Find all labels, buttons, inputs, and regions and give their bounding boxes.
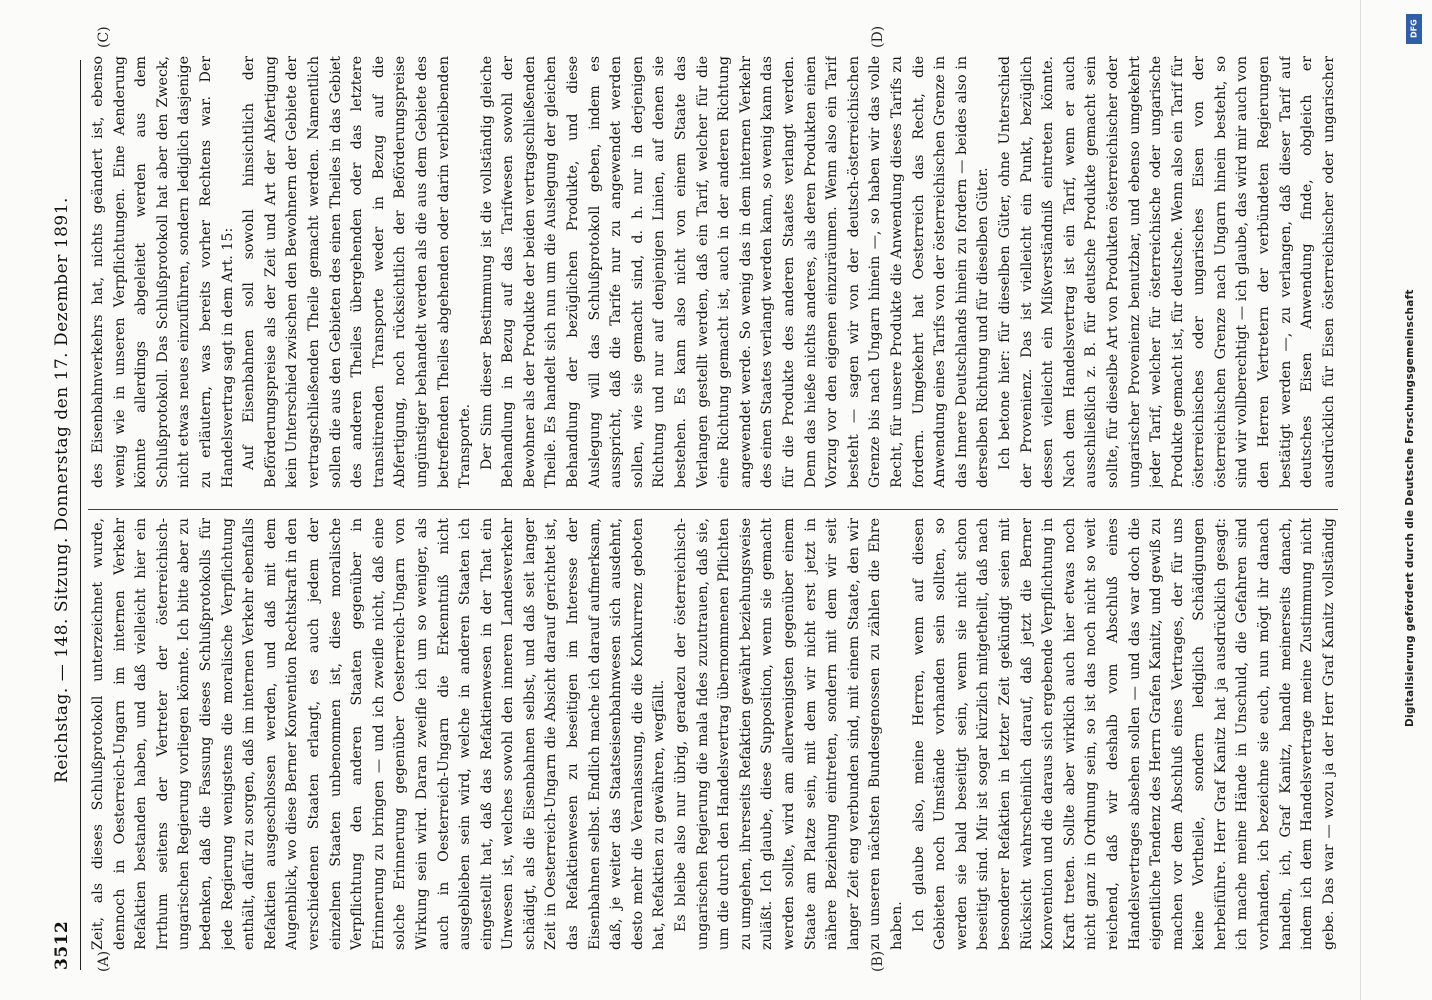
paragraph: Es bleibe also nur übrig, geradezu der österreichisch-ungarischen Regierung die mala fides zuzutrauen, daß sie, um die durch den Handelsvertrag übernommenen Pflichten zu umgehen, ihrerseits Refaktien gewährt beziehungsweise zuläßt. Ich glaube, diese Supposition, wenn sie gemacht werden sollte, wird am allerwenigsten gegenüber einem Staate am Platze sein, mit dem wir nicht erst jetzt in nähere Beziehung eintreten, sondern mit dem wir seit langer Zeit eng verbunden sind, mit einem Staate, den wir zu unseren nächsten Bundesgenossen zu zählen die Ehre haben. bbox=[673, 518, 905, 950]
margin-mark-c: (C) bbox=[96, 26, 112, 48]
page-running-title: Reichstag. — 148. Sitzung. Donnerstag den 17. Dezember 1891. bbox=[52, 197, 72, 783]
page-number: 3512 bbox=[52, 920, 72, 970]
digitization-credit bbox=[1404, 8, 1426, 988]
dfg-logo: DFG bbox=[1406, 14, 1422, 44]
header-rule bbox=[80, 60, 81, 970]
page-header bbox=[48, 40, 78, 970]
scan-edge bbox=[1360, 0, 1361, 1000]
paragraph: des Eisenbahnverkehrs hat, nichts geändert ist, ebenso wenig wie in unseren Verpflichtungen. Eine Aenderung könnte allerdings abgeleitet werden aus dem Schlußprotokoll. Das Schlußprotokoll hat aber den Zweck, nicht etwas neues einzuführen, sondern lediglich dasjenige zu erläutern, was bereits vorher Rechtens war. Der Handelsvertrag sagt in dem Art. 15: bbox=[90, 56, 236, 488]
text-column-right bbox=[88, 56, 1338, 488]
text-column-left bbox=[88, 518, 1338, 950]
margin-mark-d: (D) bbox=[870, 25, 886, 48]
margin-mark-a: (A) bbox=[96, 950, 112, 972]
paragraph: Ich glaube also, meine Herren, wenn auf diesen Gebieten noch Umstände vorhanden sein sollten, so werden sie bald beseitigt sein, wenn sie nicht schon beseitigt sind. Mir ist sogar kürzlich mitgetheilt, daß nach besonderer Refaktien in letzter Zeit gekündigt seien mit Rücksicht wahrscheinlich darauf, daß jetzt die Berner Konvention und die daraus sich ergebende Verpflichtung in Kraft treten. Sollte aber wirklich auch hier etwas noch nicht ganz in Ordnung sein, so ist das noch nicht so weit reichend, daß wir deshalb vom Abschluß eines Handelsvertrages absehen sollen — und das war doch die eigentliche Tendenz des Herrn Grafen Kanitz, und gewiß zu machen vor dem Abschluß eines Vertrages, der für uns keine Vortheile, sondern lediglich Schädigungen herbeiführe. Herr Graf Kanitz hat ja ausdrücklich gesagt: ich mache meine Hände in Unschuld, die Gefahren sind vorhanden, ich bezeichne sie euch, nun mögt ihr danach handeln, ich, Graf Kanitz, handle meinerseits danach, indem ich dem Handelsvertrage meine Zustimmung nicht gebe. Das war — wozu ja der Herr Graf Kanitz vollständig bbox=[910, 518, 1337, 950]
paragraph: Der Sinn dieser Bestimmung ist die vollständig gleiche Behandlung in Bezug auf das Tarifwesen sowohl der Bewohner als der Produkte der beiden vertragschließenden Theile. Es handelt sich nun um die Auslegung der gleichen Behandlung der bezüglichen Produkte, und diese Auslegung will das Schlußprotokoll geben, indem es ausspricht, daß die Tarife nur zu angewendet werden sollen, wie sie gemacht sind, d. h. nur in derjenigen Richtung und nur auf denjenigen Linien, auf denen sie bestehen. Es kann also nicht von einem Staate das Verlangen gestellt werden, daß ein Tarif, welcher für die eine Richtung gemacht ist, auch in der anderen Richtung angewendet werde. So wenig das in dem internen Verkehr des einen Staates verlangt werden kann, so wenig kann das für die Produkte des anderen Staates verlangt werden. Denn das hieße nichts anderes, als deren Produkten einen Vorzug vor den eigenen einzuräumen. Wenn also ein Tarif besteht — sagen wir von der deutsch-österreichischen Grenze bis nach Ungarn hinein —, so haben wir das volle Recht, für unsere Produkte die Anwendung dieses Tarifs zu fordern. Umgekehrt hat Oesterreich das Recht, die Anwendung eines Tarifs von der österreichischen Grenze in das Innere Deutschlands hinein zu fordern — beides also in derselben Richtung und für dieselben Güter. bbox=[478, 56, 992, 488]
paragraph: Zeit, als dieses Schlußprotokoll unterzeichnet wurde, dennoch in Oesterreich-Ungarn im internen Verkehr Refaktien bestanden haben, und daß vielleicht hier ein Irrthum seitens der Vertreter der österreichisch-ungarischen Regierung vorliegen könnte. Ich bitte aber zu bedenken, daß die Fassung dieses Schlußprotokolls für jede Regierung wenigstens die moralische Verpflichtung enthält, dafür zu sorgen, daß im internen Verkehr ebenfalls Refaktien ausgeschlossen werden, und daß mit dem Augenblick, wo diese Berner Konvention Rechtskraft in den verschiedenen Staaten erlangt, es auch jedem der einzelnen Staaten unbenommen ist, diese moralische Verpflichtung den anderen Staaten gegenüber in Erinnerung zu bringen — und ich zweifle nicht, daß eine solche Erinnerung gegenüber Oesterreich-Ungarn von Wirkung sein wird. Daran zweifle ich um so weniger, als auch in Oesterreich-Ungarn die Erkenntniß nicht ausgeblieben sein wird, welche in anderen Staaten ich eingestellt hat, daß das Refaktienwesen in der That ein Unwesen ist, welches sowohl den inneren Landesverkehr schädigt, als die Eisenbahnen selbst, und daß seit langer Zeit in Oesterreich-Ungarn die Absicht darauf gerichtet ist, das Refaktienwesen zu beseitigen im Interesse der Eisenbahnen selbst. Endlich mache ich darauf aufmerksam, daß, je weiter das Staatseisenbahnwesen sich ausdehnt, desto mehr die Veranlassung, die die Konkurrenz geboten hat, Refaktien zu gewähren, wegfällt. bbox=[90, 518, 668, 950]
margin-mark-b: (B) bbox=[870, 950, 886, 972]
column-divider bbox=[88, 509, 1338, 510]
quoted-article: Auf Eisenbahnen soll sowohl hinsichtlich der Beförderungspreise als der Zeit und Art der Abfertigung kein Unterschied zwischen den Bewohnern der Gebiete der vertragschließenden Theile gemacht werden. Namentlich sollen die aus den Gebieten des einen Theiles in das Gebiet des anderen Theiles übergehenden oder das letztere transitirenden Transporte weder in Bezug auf die Abfertigung, noch rücksichtlich der Beförderungspreise ungünstiger behandelt werden als die aus dem Gebiete des betreffenden Theiles abgehenden oder darin verbleibenden Transporte. bbox=[241, 56, 474, 488]
paragraph: Ich betone hier: für dieselben Güter, ohne Unterschied der Provenienz. Das ist vielleicht ein Punkt, bezüglich dessen vielleicht ein Mißverständniß eintreten könnte. Nach dem Handelsvertrag ist ein Tarif, wenn er auch ausschließlich z. B. für deutsche Produkte gemacht sein sollte, für dieselbe Art von Produkten österreichischer oder ungarischer Provenienz benutzbar, und ebenso umgekehrt jeder Tarif, welcher für österreichische oder ungarische Produkte gemacht ist, für deutsche. Wenn also ein Tarif für österreichisches oder ungarisches Eisen von der österreichischen Grenze nach Ungarn hinein besteht, so sind wir vollberechtigt — ich glaube, das wird mir auch von den Herren Vertretern der verbündeten Regierungen bestätigt werden —, zu verlangen, daß dieser Tarif auf deutsches Eisen Anwendung finde, obgleich er ausdrücklich für Eisen österreichischer oder ungarischer bbox=[996, 56, 1337, 488]
credit-text: Digitalisierung gefördert durch die Deutsche Forschungsgemeinschaft bbox=[1404, 289, 1416, 727]
